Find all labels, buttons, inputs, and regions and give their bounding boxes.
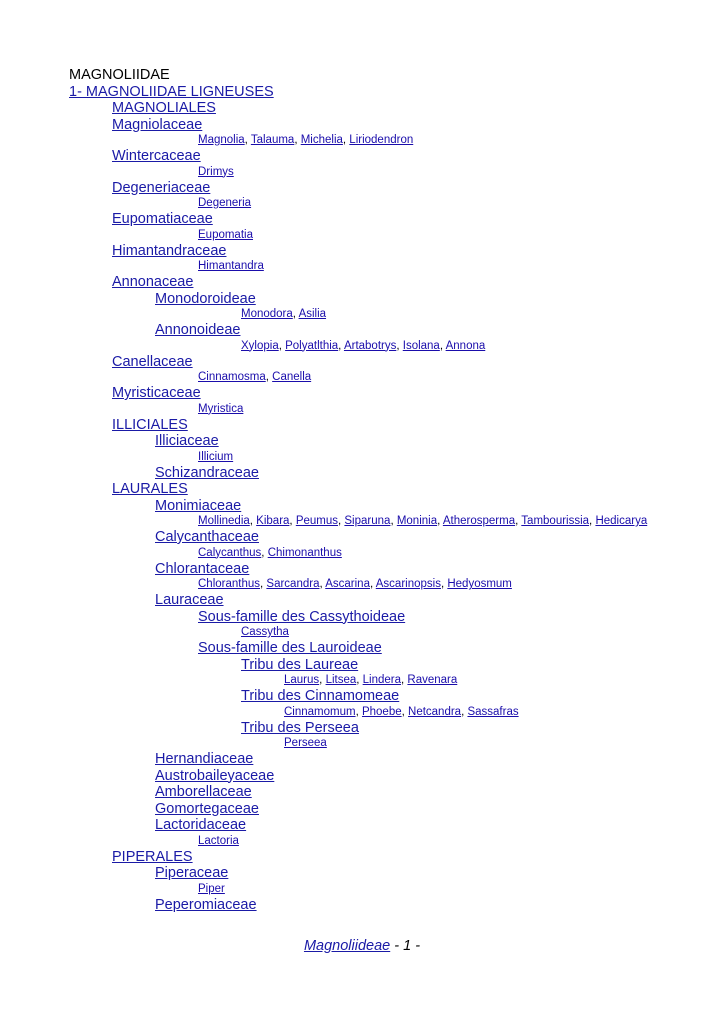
genus-link[interactable]: Ascarinopsis	[375, 578, 441, 590]
genus-separator: ,	[338, 515, 345, 527]
taxon-link[interactable]: Myristicaceae	[112, 385, 201, 401]
taxon-link[interactable]: Tribu des Cinnamomeae	[241, 688, 400, 704]
genus-separator: ,	[244, 134, 251, 146]
genus-link[interactable]: Moninia	[396, 515, 438, 527]
genus-link[interactable]: Canella	[272, 371, 312, 383]
taxon-row	[155, 322, 689, 339]
genus-link[interactable]: Laurus	[284, 674, 320, 686]
genus-list	[198, 259, 689, 274]
genus-link[interactable]: Ravenara	[407, 674, 458, 686]
taxonomy-tree	[69, 67, 689, 913]
taxon-row	[112, 354, 689, 371]
genus-separator: ,	[338, 339, 344, 352]
genus-separator: ,	[440, 578, 448, 590]
genus-link[interactable]: Polyatlthia	[285, 339, 339, 352]
taxon-row	[112, 117, 689, 134]
taxon-row	[155, 897, 689, 914]
taxon-link[interactable]: Calycanthaceae	[155, 529, 259, 545]
genus-link[interactable]: Sarcandra	[266, 578, 320, 590]
genus-link[interactable]: Peumus	[295, 515, 338, 527]
taxon-link[interactable]: Annonoideae	[155, 322, 241, 338]
genus-link[interactable]: Piper	[198, 882, 225, 895]
taxon-link[interactable]: Gomortegaceae	[155, 800, 259, 817]
genus-link[interactable]: Himantandra	[198, 260, 264, 272]
taxon-row	[155, 561, 689, 578]
genus-separator: ,	[294, 134, 301, 146]
taxon-link[interactable]: Tribu des Perseea	[241, 719, 359, 736]
taxon-row	[69, 84, 689, 101]
genus-link[interactable]: Litsea	[325, 674, 357, 686]
taxon-row	[112, 417, 689, 434]
genus-separator: ,	[261, 546, 268, 559]
taxon-row	[155, 592, 689, 609]
genus-list	[198, 133, 689, 148]
page-number: - 1 -	[390, 938, 421, 954]
genus-link[interactable]: Xylopia	[241, 339, 279, 352]
taxon-link[interactable]: Tribu des Laureae	[241, 656, 359, 673]
taxon-row	[155, 433, 689, 450]
taxon-link[interactable]: Lactoridaceae	[155, 817, 247, 833]
taxon-row	[155, 751, 689, 768]
genus-list	[241, 625, 689, 640]
taxon-link[interactable]: Eupomatiaceae	[112, 211, 213, 227]
taxon-link[interactable]: 1- MAGNOLIIDAE LIGNEUSES	[69, 83, 274, 100]
taxon-row	[155, 529, 689, 546]
taxon-link[interactable]: Annonaceae	[112, 274, 194, 290]
footer-link[interactable]: Magnoliideae	[303, 938, 391, 954]
genus-link[interactable]: Chloranthus	[198, 578, 261, 590]
genus-link[interactable]: Asilia	[298, 308, 327, 320]
taxon-link[interactable]: Illiciaceae	[155, 433, 219, 449]
genus-separator: ,	[401, 674, 408, 686]
genus-separator: ,	[292, 308, 299, 320]
tree-body	[69, 84, 689, 914]
genus-link[interactable]: Michelia	[300, 134, 343, 146]
genus-separator: ,	[355, 705, 362, 718]
genus-separator: ,	[319, 674, 326, 686]
genus-list	[284, 736, 689, 751]
genus-separator: ,	[342, 134, 350, 146]
taxon-row	[112, 385, 689, 402]
genus-list	[198, 228, 689, 243]
genus-link[interactable]: Chimonanthus	[267, 546, 342, 559]
taxon-row	[112, 274, 689, 291]
genus-list	[241, 339, 689, 354]
genus-list	[241, 307, 689, 322]
taxon-row	[241, 688, 689, 705]
genus-separator: ,	[437, 515, 443, 527]
taxon-row	[112, 180, 689, 197]
genus-link[interactable]: Isolana	[402, 339, 440, 352]
genus-list	[198, 577, 689, 592]
taxon-link[interactable]: Hernandiaceae	[155, 751, 254, 767]
taxon-link[interactable]: Canellaceae	[112, 353, 193, 370]
genus-separator: ,	[356, 674, 363, 686]
genus-link[interactable]: Monodora	[241, 308, 293, 320]
genus-list	[198, 546, 689, 561]
taxon-row	[155, 817, 689, 834]
genus-separator: ,	[396, 339, 403, 352]
genus-link[interactable]: Mollinedia	[198, 515, 250, 527]
taxon-row	[198, 640, 689, 657]
genus-link[interactable]: Lactoria	[198, 834, 239, 847]
genus-list	[284, 705, 689, 720]
taxon-link[interactable]: Monodoroideae	[155, 290, 256, 307]
taxon-row	[155, 291, 689, 308]
genus-separator: ,	[401, 705, 409, 718]
taxon-row	[155, 801, 689, 818]
taxon-link[interactable]: Sous-famille des Lauroideae	[198, 640, 382, 656]
genus-separator: ,	[260, 578, 267, 590]
genus-link[interactable]: Talauma	[250, 134, 295, 146]
genus-link[interactable]: Magnolia	[198, 134, 245, 146]
taxon-link[interactable]: Austrobaileyaceae	[155, 767, 275, 784]
document-title: MAGNOLIIDAE	[69, 67, 170, 83]
genus-list	[198, 514, 689, 529]
genus-link[interactable]: Atherosperma	[442, 515, 516, 527]
genus-separator: ,	[249, 515, 257, 527]
taxon-row	[112, 243, 689, 260]
genus-separator: ,	[265, 371, 273, 383]
genus-link[interactable]: Ascarina	[325, 578, 370, 590]
taxon-row	[112, 148, 689, 165]
genus-link[interactable]: Calycanthus	[198, 546, 262, 559]
genus-separator: ,	[278, 339, 286, 352]
genus-separator: ,	[515, 515, 522, 527]
genus-list	[198, 882, 689, 897]
genus-list	[198, 370, 689, 385]
taxon-link[interactable]: MAGNOLIALES	[112, 100, 216, 116]
taxon-row	[112, 849, 689, 866]
taxon-link[interactable]: Monimiaceae	[155, 497, 242, 514]
genus-link[interactable]: Cassytha	[241, 626, 289, 638]
genus-link[interactable]: Drimys	[198, 165, 234, 178]
taxon-link[interactable]: Degeneriaceae	[112, 179, 211, 196]
taxon-link[interactable]: Lauraceae	[155, 592, 224, 608]
genus-link[interactable]: Phoebe	[361, 705, 402, 718]
taxon-link[interactable]: Schizandraceae	[155, 464, 259, 481]
genus-link[interactable]: Hedyosmum	[447, 578, 512, 590]
page-footer	[0, 938, 724, 954]
genus-separator: ,	[461, 705, 468, 718]
genus-link[interactable]: Kibara	[256, 515, 290, 527]
genus-link[interactable]: Tambourissia	[521, 515, 590, 527]
genus-separator: ,	[589, 515, 596, 527]
genus-link[interactable]: Sassafras	[467, 705, 519, 718]
taxon-link[interactable]: Himantandraceae	[112, 242, 227, 259]
taxon-link[interactable]: Chlorantaceae	[155, 560, 250, 577]
genus-link[interactable]: Eupomatia	[198, 228, 253, 241]
genus-link[interactable]: Myristica	[198, 402, 244, 415]
genus-list	[198, 450, 689, 465]
genus-link[interactable]: Annona	[445, 339, 486, 352]
taxon-row	[155, 465, 689, 482]
taxon-row	[155, 865, 689, 882]
genus-link[interactable]: Lindera	[362, 674, 402, 686]
genus-list	[198, 402, 689, 417]
genus-link[interactable]: Hedicarya	[595, 515, 648, 527]
genus-separator: ,	[289, 515, 296, 527]
genus-list	[198, 834, 689, 849]
taxon-link[interactable]: Sous-famille des Cassythoideae	[198, 608, 406, 625]
genus-link[interactable]: Liriodendron	[349, 134, 414, 146]
taxon-row	[112, 211, 689, 228]
taxon-link[interactable]: Wintercaceae	[112, 148, 201, 164]
taxon-link[interactable]: LAURALES	[112, 481, 188, 497]
genus-link[interactable]: Artabotrys	[343, 339, 397, 352]
taxon-link[interactable]: Piperaceae	[155, 865, 229, 881]
taxon-row	[155, 498, 689, 515]
genus-list	[284, 673, 689, 688]
taxon-row	[155, 768, 689, 785]
genus-separator: ,	[390, 515, 397, 527]
genus-separator: ,	[319, 578, 326, 590]
taxon-link[interactable]: PIPERALES	[112, 848, 193, 865]
genus-link[interactable]: Netcandra	[408, 705, 462, 718]
genus-separator: ,	[369, 578, 376, 590]
genus-link[interactable]: Cinnamomum	[284, 705, 356, 718]
taxon-row	[241, 720, 689, 737]
genus-link[interactable]: Illicium	[198, 450, 234, 463]
taxon-link[interactable]: Peperomiaceae	[155, 896, 257, 913]
genus-separator: ,	[439, 339, 446, 352]
taxon-row	[112, 481, 689, 498]
taxon-row	[155, 784, 689, 801]
taxon-link[interactable]: Magniolaceae	[112, 116, 203, 133]
taxon-link[interactable]: ILLICIALES	[112, 416, 188, 433]
genus-link[interactable]: Perseea	[284, 737, 327, 749]
taxon-row	[241, 657, 689, 674]
taxon-row	[112, 100, 689, 117]
genus-list	[198, 165, 689, 180]
genus-link[interactable]: Siparuna	[344, 515, 391, 527]
genus-link[interactable]: Degeneria	[198, 197, 252, 209]
genus-link[interactable]: Cinnamosma	[198, 371, 266, 383]
genus-list	[198, 196, 689, 211]
taxon-link[interactable]: Amborellaceae	[155, 784, 252, 800]
taxon-row	[198, 609, 689, 626]
